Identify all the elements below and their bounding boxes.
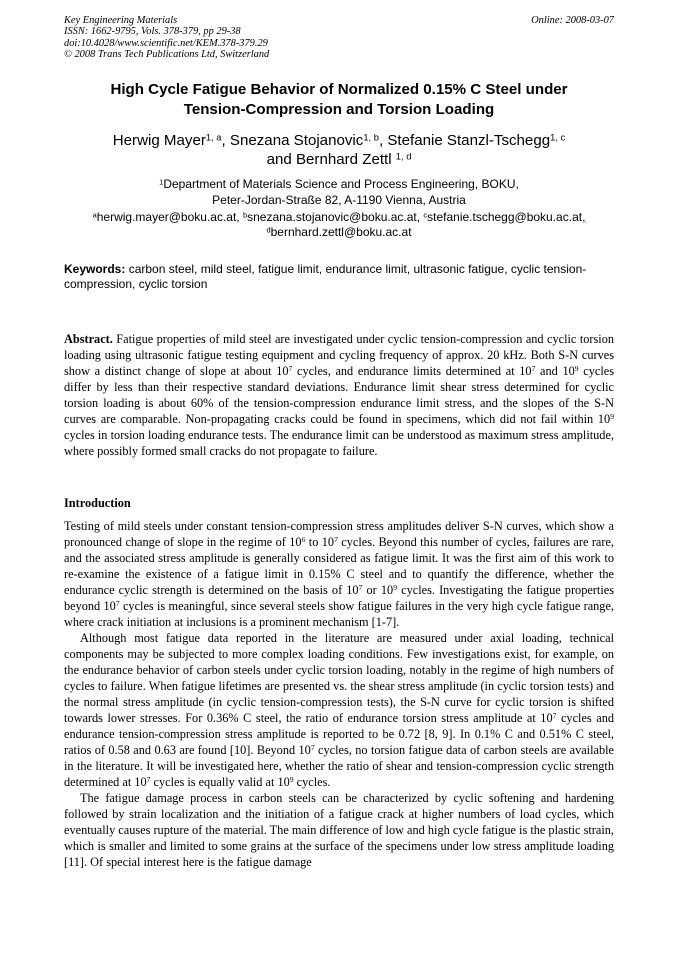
authors-line-2 <box>50 150 628 169</box>
paragraph-text: cycles, no torsion fatigue data of carbon steels are available in the literature. It will be investigated here, whether the ratio of shear and tension-compression cyclic strength determined at 10 <box>64 743 614 789</box>
email-link[interactable]: bernhard.zettl@boku.ac.at <box>270 225 412 239</box>
exponent: 7 <box>288 364 293 374</box>
intro-paragraph-2 <box>64 630 614 790</box>
keywords <box>64 262 614 292</box>
abstract-text: cycles differ by less than their respective standard deviations. Endurance limit shear stress determined for cyclic torsion loading is about 60% of the tension-compression endurance limit stress, and the slopes of the S-N curves are comparable. Non-propagating cracks could be found in specimens, which did not fail within 10 <box>64 364 615 426</box>
email-sup: d <box>266 225 271 235</box>
abstract-label: Abstract. <box>64 332 113 346</box>
email-link[interactable]: stefanie.tschegg@boku.ac.at <box>427 210 583 224</box>
doi-line: doi:10.4028/www.scientific.net/KEM.378-379.29 <box>64 37 268 49</box>
affiliation <box>50 177 628 208</box>
affiliation-text: Department of Materials Science and Process Engineering, BOKU, <box>163 177 519 191</box>
title-line-2: Tension-Compression and Torsion Loading <box>183 101 495 118</box>
author-separator: , <box>221 132 226 149</box>
abstract-text: cycles in torsion loading endurance tests. The endurance limit can be understood as maximum stress amplitude, where possibly formed small cracks do not propagate to failure. <box>64 428 614 458</box>
email-separator: , <box>582 210 586 224</box>
email-sup: c <box>423 210 428 220</box>
author-name: Snezana Stojanovic <box>225 132 364 149</box>
emails-line-2 <box>50 225 628 240</box>
intro-paragraph-1 <box>64 518 614 630</box>
paragraph-text: Testing of mild steels under constant tension-compression stress amplitudes deliver S-N curves, which show a pronounced change of slope in the regime of 10 <box>64 519 614 549</box>
author-name: , Stefanie Stanzl-Tschegg <box>378 132 551 149</box>
paragraph-text: cycles. <box>293 775 331 789</box>
affiliation-sup: 1 <box>159 177 164 187</box>
keywords-label: Keywords: <box>64 262 126 276</box>
paragraph-text: Although most fatigue data reported in the literature are measured under axial loading, technical components may be subjected to more complex loading conditions. Few investigations exist, for example, on the endurance behavior of carbon steels under cyclic torsion loading, notably in the regime of high numbers of cycles to failure. When fatigue lifetimes are presented vs. the shear stress amplitude (in cyclic torsion tests) and the normal stress amplitude (in cyclic tension-compression tests), the S-N curve for cyclic torsion is shifted towards lower stresses. For 0.36% C steel, the ratio of endurance torsion stress amplitude at 10 <box>64 631 614 725</box>
issn-line: ISSN: 1662-9795, Vols. 378-379, pp 29-38 <box>64 26 241 38</box>
paragraph-text: to 10 <box>305 535 335 549</box>
email-link[interactable]: snezana.stojanovic@boku.ac.at, <box>247 210 424 224</box>
email-sup: a <box>92 210 97 220</box>
author-name: and Bernhard Zettl <box>266 151 396 168</box>
title-line-1: High Cycle Fatigue Behavior of Normalized 0.15% C Steel under <box>110 81 568 98</box>
paragraph-text: The fatigue damage process in carbon steels can be characterized by cyclic softening and hardening followed by strain localization and the initiation of a fatigue crack at higher numbers of load cycles, which eventually causes rupture of the material. The main difference of low and high cycle fatigue is the plastic strain, which is smaller and limited to some grains at the surface of the specimens under low stress amplitude loading [11]. Of special interest here is the fatigue damage <box>64 791 614 869</box>
exponent: 7 <box>531 364 536 374</box>
exponent: 7 <box>310 743 315 753</box>
exponent: 7 <box>334 535 338 545</box>
paragraph-text: cycles is equally valid at 10 <box>150 775 290 789</box>
exponent: 6 <box>301 535 306 545</box>
author-sup: 1, c <box>550 132 566 143</box>
intro-paragraph-3 <box>64 790 614 870</box>
abstract-text: and 10 <box>535 364 575 378</box>
affiliation-line-2: Peter-Jordan-Straße 82, A-1190 Vienna, Austria <box>212 192 466 207</box>
keywords-text: carbon steel, mild steel, fatigue limit, endurance limit, ultrasonic fatigue, cyclic tension-compression, cyclic torsion <box>64 262 587 291</box>
abstract-text: cycles, and endurance limits determined at 10 <box>292 364 532 378</box>
paragraph-text: cycles. Investigating the fatigue properties beyond 10 <box>64 583 614 613</box>
abstract-text: Fatigue properties of mild steel are investigated under cyclic tension-compression and cyclic torsion loading using ultrasonic fatigue testing equipment and cycling frequency of approx. 20 kHz. Both S-N curves show a distinct change of slope at about 10 <box>64 332 614 378</box>
exponent: 9 <box>574 364 579 374</box>
section-heading-introduction: Introduction <box>64 496 131 510</box>
introduction-section <box>64 518 614 870</box>
exponent: 9 <box>289 775 294 785</box>
author-sup: 1, a <box>205 132 222 143</box>
journal-name: Key Engineering Materials <box>64 15 178 26</box>
email-sup: b <box>242 210 248 220</box>
email-link[interactable]: herwig.mayer@boku.ac.at, <box>96 210 243 224</box>
exponent: 9 <box>610 412 614 422</box>
exponent: 9 <box>393 583 398 593</box>
paragraph-text: cycles. Beyond this number of cycles, failures are rare, and the associated stress amplitude is generally considered as fatigue limit. It was the first aim of this work to re-examine the existence of a fatigue limit in 0.15% C steel and to quantify the difference, whether the endurance cyclic strength is determined on the basis of 10 <box>64 535 614 597</box>
paragraph-text: cycles and endurance tension-compression stress amplitude is reported to be 0.72 [8, 9]. In 0.1% C and 0.51% C steel, ratios of 0.58 and 0.63 are found [10]. Beyond 10 <box>64 711 614 757</box>
emails-line-1 <box>50 210 628 225</box>
email-list <box>50 210 628 240</box>
abstract <box>64 331 614 459</box>
exponent: 7 <box>552 711 557 721</box>
author-name: Herwig Mayer <box>112 132 206 149</box>
exponent: 7 <box>115 599 120 609</box>
authors-line-1 <box>50 131 628 150</box>
paragraph-text: or 10 <box>362 583 394 597</box>
exponent: 7 <box>146 775 151 785</box>
exponent: 7 <box>358 583 363 593</box>
online-date: Online: 2008-03-07 <box>531 15 614 26</box>
author-list <box>50 131 628 169</box>
author-sup: 1, b <box>363 132 379 143</box>
journal-header <box>64 15 269 61</box>
copyright-line: © 2008 Trans Tech Publications Ltd, Switzerland <box>64 49 270 61</box>
author-sup: 1, d <box>395 151 412 162</box>
paragraph-text: cycles is meaningful, since several steels show fatigue failures in the very high cycle fatigue range, where crack initiation at inclusions is a prominent mechanism [1-7]. <box>64 599 614 629</box>
affiliation-line-1 <box>50 177 628 193</box>
paper-title <box>50 80 628 120</box>
